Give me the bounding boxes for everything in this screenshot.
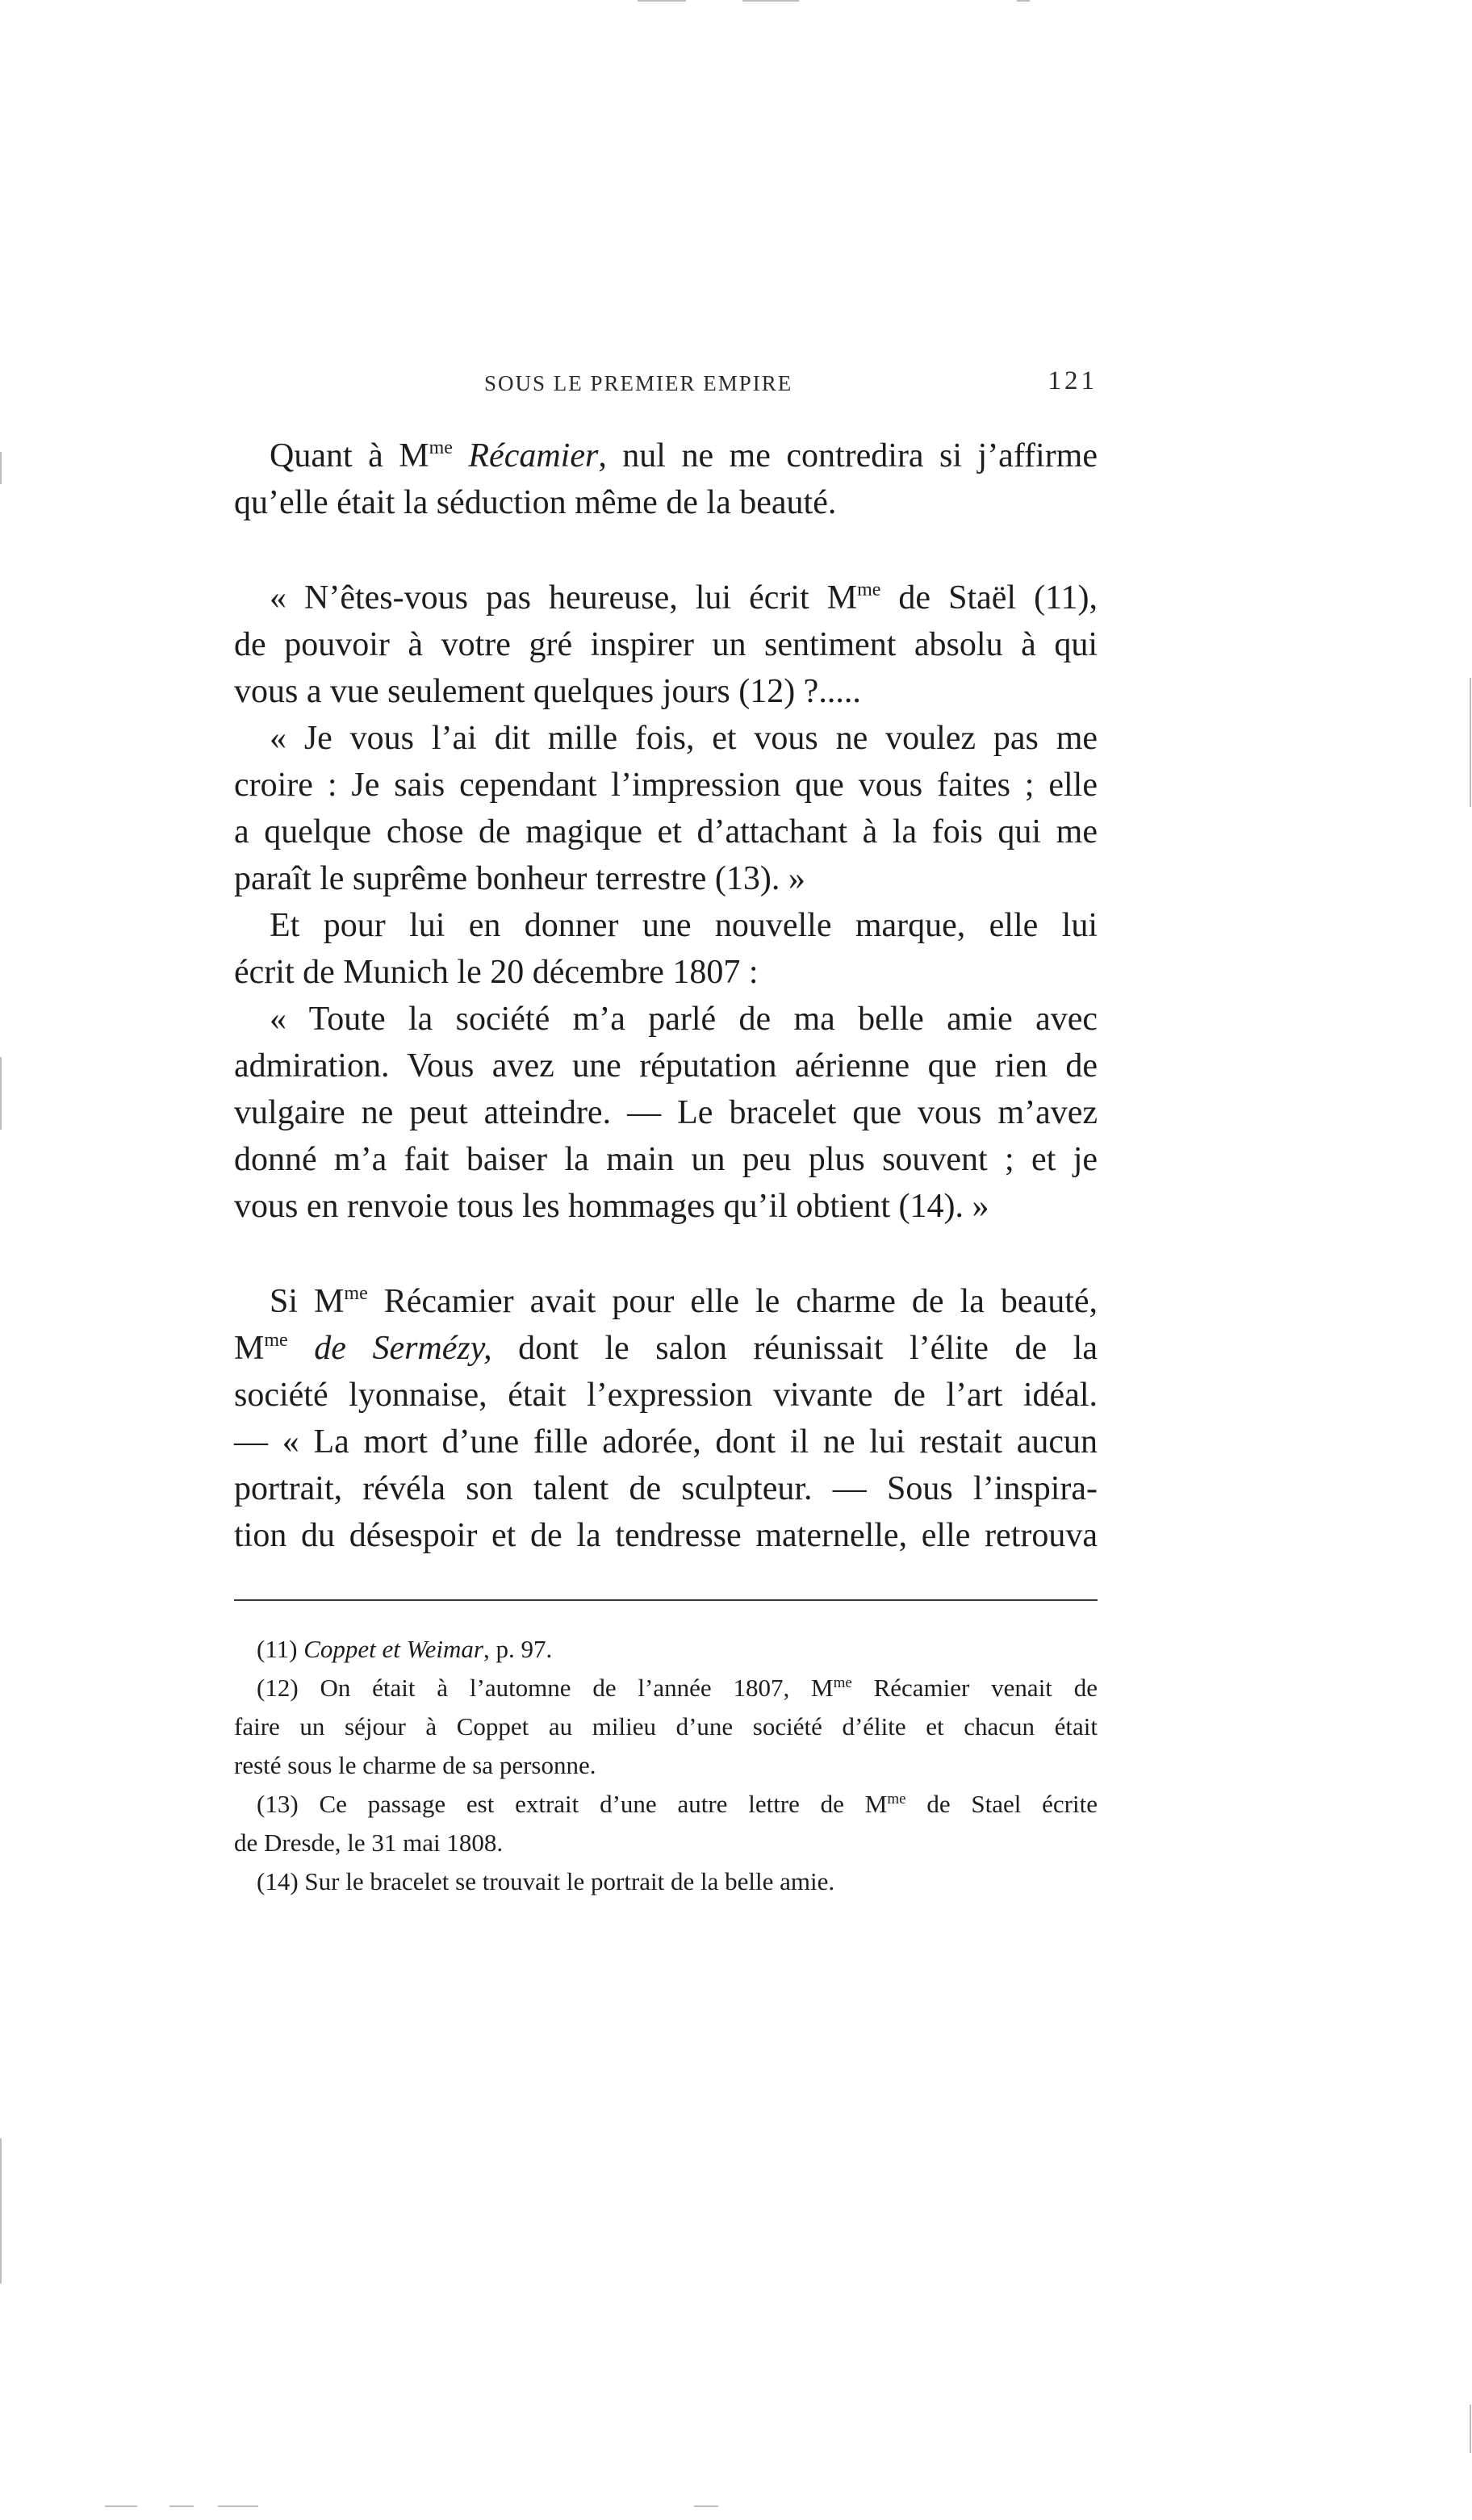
text-line: vous en renvoie tous les hommages qu’il obtient (14). » — [234, 1188, 989, 1225]
text-line: croire : Je sais cependant l’impression que vous faites ; elle — [234, 767, 1098, 804]
text-line: paraît le suprême bonheur terrestre (13). » — [234, 860, 805, 897]
footnotes — [234, 1630, 1098, 1901]
scan-edge-mark-bottom — [218, 2505, 258, 2507]
body-text — [234, 433, 1098, 1559]
text-line: vulgaire ne peut atteindre. — Le bracelet que vous m’avez — [234, 1094, 1098, 1131]
text-line: $M^{me}$ de Sermézy, dont le salon réunissait l’élite de la — [234, 1330, 1098, 1367]
running-head — [234, 366, 1098, 403]
scan-edge-mark-left — [0, 2138, 2, 2284]
text-line: — « La mort d’une fille adorée, dont il ne lui restait aucun — [234, 1423, 1098, 1461]
scan-edge-mark-left — [0, 452, 2, 484]
scan-edge-mark-right — [1470, 678, 1471, 807]
text-line: « N’êtes-vous pas heureuse, lui écrit $M^{me}$ de Staël (11), — [270, 579, 1098, 616]
text-line: de pouvoir à votre gré inspirer un sentiment absolu à qui — [234, 626, 1098, 663]
text-line: Si $M^{me}$ Récamier avait pour elle le charme de la beauté, — [270, 1283, 1098, 1320]
text-line: a quelque chose de magique et d’attachant à la fois qui me — [234, 813, 1098, 850]
text-line: société lyonnaise, était l’expression vivante de l’art idéal. — [234, 1377, 1098, 1414]
scan-edge-mark-top — [1017, 0, 1030, 2]
text-line: vous a vue seulement quelques jours (12) ?..... — [234, 673, 861, 710]
running-title: SOUS LE PREMIER EMPIRE — [484, 371, 793, 395]
text-line: donné m’a fait baiser la main un peu plus souvent ; et je — [234, 1141, 1098, 1178]
text-line: Et pour lui en donner une nouvelle marque, elle lui — [270, 907, 1098, 944]
footnote-line: faire un séjour à Coppet au milieu d’une société d’élite et chacun était — [234, 1712, 1098, 1741]
text-line: tion du désespoir et de la tendresse maternelle, elle retrouva — [234, 1517, 1098, 1554]
text-line: admiration. Vous avez une réputation aérienne que rien de — [234, 1047, 1098, 1084]
footnote-11: (11) Coppet et Weimar, p. 97. — [257, 1635, 553, 1663]
text-line: « Toute la société m’a parlé de ma belle amie avec — [270, 1001, 1098, 1038]
scan-edge-mark-bottom — [105, 2505, 137, 2507]
text-line: portrait, révéla son talent de sculpteur. — Sous l’inspira- — [234, 1470, 1098, 1507]
text-line: Quant à $M^{me}$ Récamier, nul ne me contredira si j’affirme — [270, 437, 1098, 474]
footnote-line: resté sous le charme de sa personne. — [234, 1751, 596, 1779]
scan-edge-mark-bottom — [169, 2505, 194, 2507]
page-number: 121 — [1048, 366, 1098, 395]
scan-edge-mark-top — [742, 0, 799, 2]
scan-edge-mark-left — [0, 1057, 2, 1130]
text-line: qu’elle était la séduction même de la beauté. — [234, 484, 837, 521]
text-line: écrit de Munich le 20 décembre 1807 : — [234, 954, 759, 991]
footnote-14: (14) Sur le bracelet se trouvait le portrait de la belle amie. — [257, 1867, 835, 1895]
scan-edge-mark-top — [638, 0, 686, 2]
footnote-rule — [234, 1599, 1098, 1601]
scan-edge-mark-bottom — [694, 2505, 718, 2507]
footnote-13: (13) Ce passage est extrait d’une autre lettre de $M^{me}$ de Stael écrite — [257, 1790, 1098, 1818]
text-line: « Je vous l’ai dit mille fois, et vous ne voulez pas me — [270, 720, 1098, 757]
footnote-12: (12) On était à l’automne de l’année 1807, $M^{me}$ Récamier venait de — [257, 1674, 1098, 1702]
footnote-line: de Dresde, le 31 mai 1808. — [234, 1828, 504, 1857]
scan-edge-mark-right — [1470, 2405, 1471, 2453]
